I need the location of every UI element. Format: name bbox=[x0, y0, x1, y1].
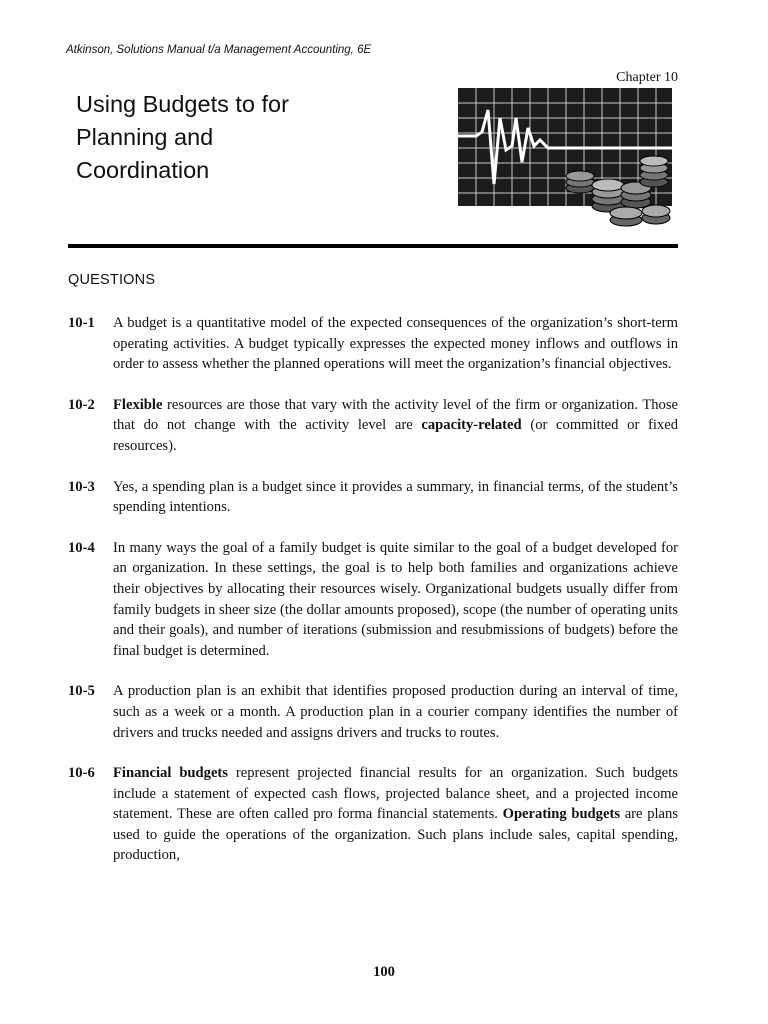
question-text bbox=[113, 313, 678, 375]
bold-term: capacity-related bbox=[421, 417, 522, 434]
title-line: Coordination bbox=[76, 157, 210, 183]
question-text bbox=[113, 477, 678, 518]
text-segment: In many ways the goal of a family budget is quite similar to the goal of a budget developed for an organization. In these settings, the goal is to help both families and organizations achieve their objectives by allocating their resources wisely. Organizational budgets usually differ from family budgets in sheer size (the dollar amounts proposed), scope (the number of operating units and their goals), and number of iterations (submission and resubmissions of budgets) before the final budget is determined. bbox=[113, 539, 678, 659]
title-line: Planning and bbox=[76, 124, 214, 150]
text-segment: (or committed or fixed resources). bbox=[113, 417, 678, 454]
question-item bbox=[68, 477, 678, 518]
question-text bbox=[113, 538, 678, 662]
financial-chart-with-coins-icon bbox=[458, 88, 680, 230]
question-item bbox=[68, 395, 678, 457]
section-heading: QUESTIONS bbox=[68, 272, 156, 288]
running-head: Atkinson, Solutions Manual t/a Management Accounting, 6E bbox=[66, 44, 372, 56]
text-segment: resources are those that vary with the activity level of the firm or organization. Those that do not change with the activity level are bbox=[113, 396, 678, 434]
text-segment: A budget is a quantitative model of the expected consequences of the organization’s short-term operating activities. A budget typically expresses the expected money inflows and outflows in order to assess whether the planned operations will meet the organization’s financial objectives. bbox=[113, 315, 678, 373]
page-title bbox=[76, 88, 406, 187]
text-segment: Yes, a spending plan is a budget since it provides a summary, in financial terms, of the student’s spending intentions. bbox=[113, 478, 678, 516]
question-item bbox=[68, 313, 678, 375]
question-number: 10-2 bbox=[68, 396, 95, 413]
question-text bbox=[113, 763, 678, 866]
question-number: 10-3 bbox=[68, 478, 95, 495]
question-item bbox=[68, 763, 678, 866]
question-number: 10-6 bbox=[68, 765, 95, 782]
question-text bbox=[113, 395, 678, 457]
questions-list bbox=[68, 313, 678, 886]
question-number: 10-4 bbox=[68, 539, 95, 556]
page-number: 100 bbox=[373, 964, 395, 980]
question-number: 10-5 bbox=[68, 683, 95, 700]
chapter-label: Chapter 10 bbox=[616, 70, 678, 85]
question-number: 10-1 bbox=[68, 315, 95, 331]
question-item bbox=[68, 538, 678, 662]
title-line: Using Budgets to for bbox=[76, 91, 289, 117]
bold-term: Flexible bbox=[113, 396, 163, 413]
text-segment: represent projected financial results for an organization. Such budgets include a statement of expected cash flows, projected balance sheet, and a projected income statement. These are often called pro forma financial statements. bbox=[113, 765, 678, 823]
text-segment: are plans used to guide the operations of the organization. Such plans include sales, capital spending, production, bbox=[113, 806, 678, 864]
text-segment: A production plan is an exhibit that identifies proposed production during an interval of time, such as a week or a month. A production plan in a courier company identifies the number of drivers and trucks needed and assigns drivers and trucks to routes. bbox=[113, 683, 678, 741]
header-divider bbox=[68, 244, 678, 248]
bold-term: Financial budgets bbox=[113, 765, 228, 782]
question-text bbox=[113, 681, 678, 743]
bold-term: Operating budgets bbox=[502, 806, 620, 823]
question-item bbox=[68, 681, 678, 743]
